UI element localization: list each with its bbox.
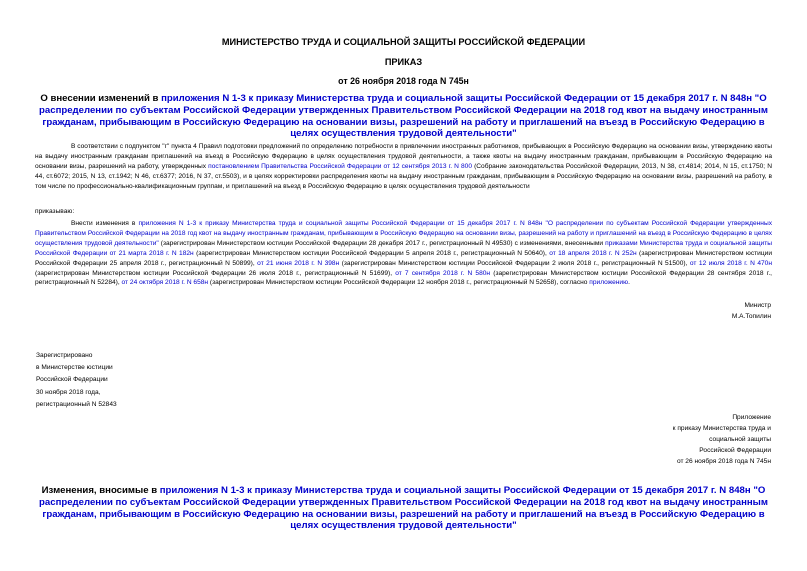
resolution-800-link[interactable]: постановлением Правительства Российской Федерации от 12 сентября 2013 г. N 800 [208,162,472,170]
amend-text-8: (зарегистрирован Министерством юстиции Российской Федерации 12 ноября 2018 г., регистрационный N 52658), согласно [208,279,590,287]
ministry-name: МИНИСТЕРСТВО ТРУДА И СОЦИАЛЬНОЙ ЗАЩИТЫ РОССИЙСКОЙ ФЕДЕРАЦИИ [221,37,586,47]
title-prefix: О внесении изменений в [40,93,162,104]
appendix-line: социальной защиты [709,435,771,443]
appendix-link[interactable]: приложению [589,279,629,287]
registration-line: Российской Федерации [36,376,108,384]
registration-line: регистрационный N 52843 [36,400,117,408]
amend-text-3: (зарегистрирован Министерством юстиции Российской Федерации 5 апреля 2018 г., регистрационный N 50640), [193,249,550,257]
title-link[interactable]: приложения N 1-3 к приказу Министерства труда и социальной защиты Российской Федерации от 15 декабря 2017 г. N 848н "О распределении по субъектам Российской Федерации утвержденных Правительством Российской Федерации на 2018 год квот на выдачу иностранным гражданам, прибывающим в Российскую Федерацию на основании визы, разрешений на работу и приглашений на въезд в Российскую Федерацию в целях осуществления трудовой деятельности" [39,93,768,140]
amend-text-5: (зарегистрирован Министерством юстиции Российской Федерации 2 июля 2018 г., регистрационный N 51500), [339,259,690,267]
order-848n-link[interactable]: приложения N 1-3 к приказу Министерства труда и социальной защиты Российской Федерации от 15 декабря 2017 г. N 848н "О распределении по субъектам Российской Федерации утвержденных Правительством Российской Федерации на 2018 год квот на выдачу иностранным гражданам, прибывающим в Российскую Федерацию на основании визы, разрешений на работу и приглашений на въезд в Российскую Федерацию в целях осуществления трудовой деятельности" [35,220,772,247]
order-658n-link[interactable]: от 24 октября 2018 г. N 658н [121,279,209,287]
appendix-line: от 26 ноября 2018 года N 745н [676,457,771,465]
appendix-header-block [673,413,771,468]
amendment-paragraph [35,219,772,288]
amend-text-6: (зарегистрирован Министерством юстиции Российской Федерации 26 июля 2018 г., регистрационный N 51699), [35,269,396,277]
preamble-paragraph [35,142,772,192]
preamble-text-2: (Собрание законодательства Российской Федерации, 2013, N 38, ст.4814; 2014, N 15, ст.1750; N 44, ст.6072; 2015, N 13, ст.1942; N 46, ст.6377; 2016, N 37, ст.5503), и в целях корректировки распределения квоты на выдачу иностранным гражданам, прибывающим в Российскую Федерацию на основании визы, разрешений на работу, в том числе по профессионально-квалификационным группам, и приглашений на въезд в Российскую Федерацию в целях осуществления трудовой деятельности [35,162,772,190]
appendix-title [36,485,771,532]
registration-block [36,350,117,411]
appendix-line: Приложение [732,414,771,421]
document-type: ПРИКАЗ [384,57,423,67]
amend-text-1: Внести изменения в [71,220,139,227]
amend-text-2: (зарегистрирован Министерством юстиции Российской Федерации 28 декабря 2017 г., регистрационный N 49530) с изменениями, внесенными [158,239,606,247]
appendix-line: к приказу Министерства труда и [672,424,771,432]
appendix-title-link[interactable]: приложения N 1-3 к приказу Министерства труда и социальной защиты Российской Федерации от 15 декабря 2017 г. N 848н "О распределении по субъектам Российской Федерации утвержденных Правительством Российской Федерации на 2018 год квот на выдачу иностранным гражданам, прибывающим в Российскую Федерацию на основании визы, разрешений на работу и приглашений на въезд в Российскую Федерацию в целях осуществления трудовой деятельности" [39,485,768,532]
amend-text-4: (зарегистрирован Министерством юстиции Российской Федерации 25 апреля 2018 г., регистрационный N 50899), [35,249,772,267]
registration-line: Зарегистрировано [36,352,93,359]
order-title [36,93,771,140]
order-date-number: от 26 ноября 2018 года N 745н [338,76,469,86]
amend-text-9: . [628,279,630,287]
ordered-label: приказываю: [35,208,75,215]
order-398n-link[interactable]: от 21 июня 2018 г. N 398н [257,259,340,267]
appendix-line: Российской Федерации [699,446,771,454]
signatory-title: Министр [744,302,771,309]
amend-text-7: (зарегистрирован Министерством юстиции Российской Федерации 28 сентября 2018 г., регистрационный N 52284), [35,269,773,287]
preamble-text-1: В соответствии с подпунктом "г" пункта 4 Правил подготовки предложений по определению потребности в привлечении иностранных работников, прибывающих в Российскую Федерацию на основании визы, утверждению квоты на выдачу иностранным гражданам приглашений на въезд в Российскую Федерацию в целях осуществления трудовой деятельности, а также квоты на выдачу иностранным гражданам, прибывающим в Российскую Федерацию на основании визы, разрешений на работу, утвержденных [35,143,772,170]
order-580n-link[interactable]: от 7 сентября 2018 г. N 580н [395,269,491,277]
appendix-title-prefix: Изменения, вносимые в [41,485,160,496]
order-470n-link[interactable]: от 12 июля 2018 г. N 470н [689,259,772,267]
order-252n-link[interactable]: от 18 апреля 2018 г. N 252н [549,249,637,257]
order-182n-link[interactable]: приказами Министерства труда и социальной защиты Российской Федерации от 21 марта 2018 г. N 182н [35,239,772,257]
registration-line: 30 ноября 2018 года, [36,388,101,396]
registration-line: в Министерстве юстиции [36,364,113,372]
signatory-name: М.А.Топилин [731,313,771,320]
